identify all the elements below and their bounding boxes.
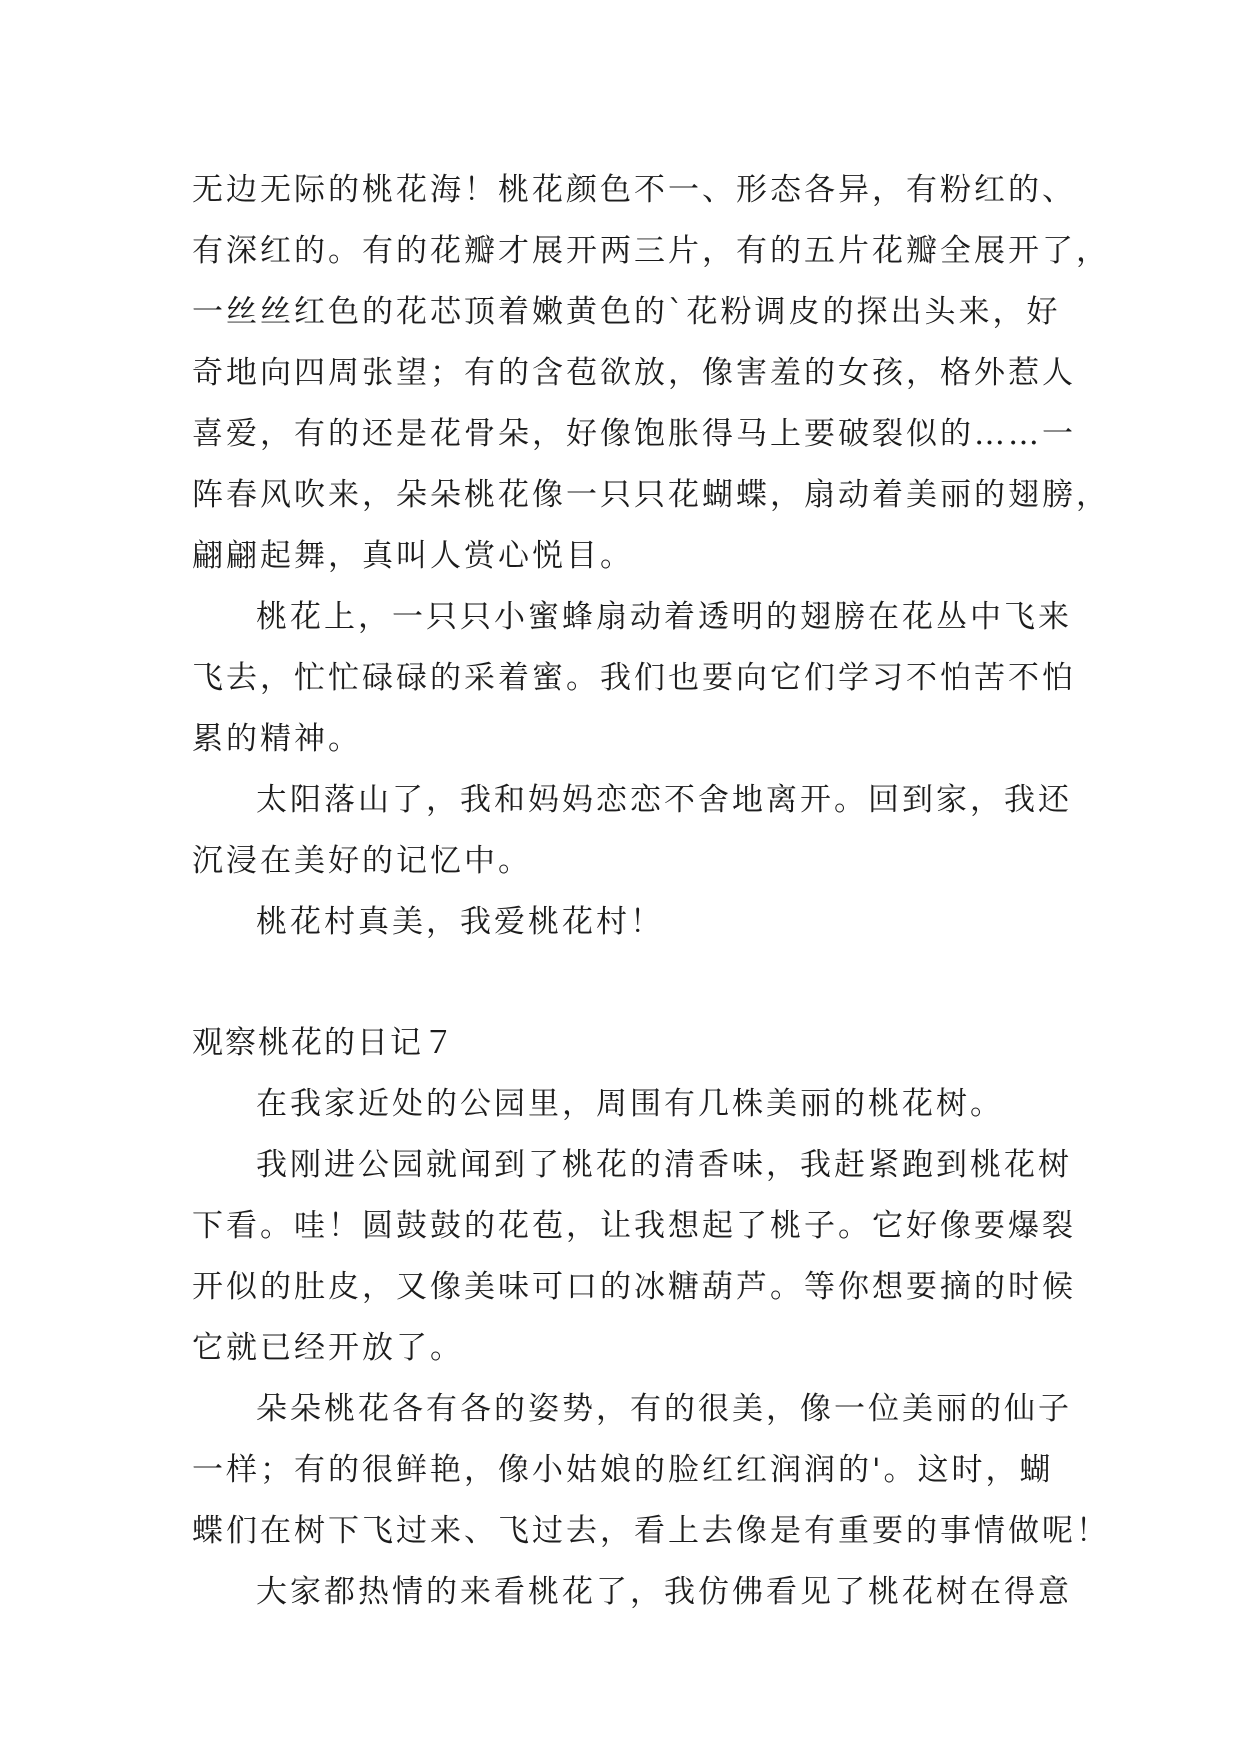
text-line: 下看。哇！圆鼓鼓的花苞，让我想起了桃子。它好像要爆裂	[192, 1208, 1076, 1244]
text-line: 飞去，忙忙碌碌的采着蜜。我们也要向它们学习不怕苦不怕	[192, 660, 1076, 696]
text-line: 阵春风吹来，朵朵桃花像一只只花蝴蝶，扇动着美丽的翅膀，	[192, 477, 1110, 513]
paragraph-6	[192, 1135, 1076, 1379]
text-line: 无边无际的桃花海！桃花颜色不一、形态各异，有粉红的、	[192, 172, 1076, 208]
paragraph-7	[192, 1379, 1110, 1562]
text-line: 在我家近处的公园里，周围有几株美丽的桃花树。	[256, 1086, 1004, 1122]
paragraph-4	[192, 892, 1052, 953]
text-line: 朵朵桃花各有各的姿势，有的很美，像一位美丽的仙子	[256, 1391, 1072, 1427]
paragraph-5	[192, 1074, 1052, 1135]
text-line: 大家都热情的来看桃花了，我仿佛看见了桃花树在得意	[256, 1574, 1072, 1610]
paragraph-8	[192, 1562, 1072, 1623]
document-page	[192, 160, 1110, 1623]
text-line: 蝶们在树下飞过来、飞过去，看上去像是有重要的事情做呢！	[192, 1513, 1110, 1549]
text-line: 我刚进公园就闻到了桃花的清香味，我赶紧跑到桃花树	[256, 1147, 1072, 1183]
text-line: 太阳落山了，我和妈妈恋恋不舍地离开。回到家，我还	[256, 782, 1072, 818]
text-line: 有深红的。有的花瓣才展开两三片，有的五片花瓣全展开了，	[192, 233, 1110, 269]
text-line: 沉浸在美好的记忆中。	[192, 843, 532, 879]
section-title: 观察桃花的日记７	[192, 1025, 456, 1061]
paragraph-3	[192, 770, 1072, 892]
text-line: 一丝丝红色的花芯顶着嫩黄色的`花粉调皮的探出头来，好	[192, 294, 1061, 330]
text-line: 开似的肚皮，又像美味可口的冰糖葫芦。等你想要摘的时候	[192, 1269, 1076, 1305]
text-line: 它就已经开放了。	[192, 1330, 464, 1366]
text-line: 喜爱，有的还是花骨朵，好像饱胀得马上要破裂似的……一	[192, 416, 1076, 452]
text-line: 桃花上，一只只小蜜蜂扇动着透明的翅膀在花丛中飞来	[256, 599, 1072, 635]
text-line: 奇地向四周张望；有的含苞欲放，像害羞的女孩，格外惹人	[192, 355, 1076, 391]
paragraph-1	[192, 160, 1110, 587]
text-line: 翩翩起舞，真叫人赏心悦目。	[192, 538, 634, 574]
text-line: 累的精神。	[192, 721, 362, 757]
paragraph-2	[192, 587, 1076, 770]
text-line: 桃花村真美，我爱桃花村！	[256, 904, 664, 940]
text-line: 一样；有的很鲜艳，像小姑娘的脸红红润润的'。这时，蝴	[192, 1452, 1054, 1488]
section-gap	[192, 953, 1052, 1013]
